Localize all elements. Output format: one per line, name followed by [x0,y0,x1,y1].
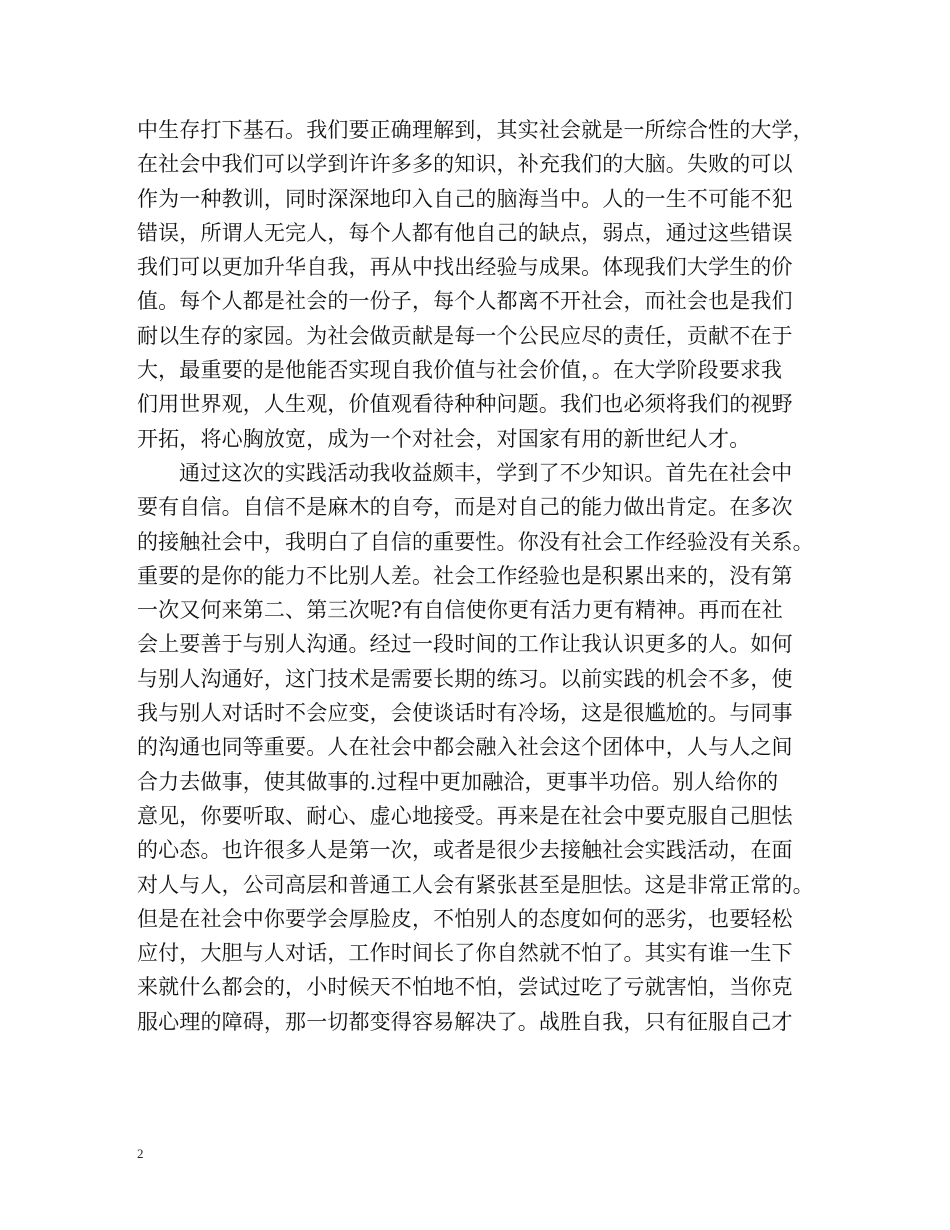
text-line: 与别人沟通好，这门技术是需要长期的练习。以前实践的机会不多，使 [137,666,793,691]
text-line: 错误，所谓人无完人，每个人都有他自己的缺点，弱点，通过这些错误 [137,220,793,245]
text-line: 作为一种教训，同时深深地印入自己的脑海当中。人的一生不可能不犯 [137,186,793,211]
text-line: 的接触社会中，我明白了自信的重要性。你没有社会工作经验没有关系。 [137,529,814,554]
text-line: 应付，大胆与人对话，工作时间长了你自然就不怕了。其实有谁一生下 [137,941,793,966]
text-line: 大，最重要的是他能否实现自我价值与社会价值，。在大学阶段要求我 [137,358,783,383]
text-line: 值。每个人都是社会的一份子，每个人都离不开社会，而社会也是我们 [137,289,793,314]
page-number: 2 [137,1146,144,1161]
text-line: 我与别人对话时不会应变，会使谈话时有冷场，这是很尴尬的。与同事 [137,701,793,726]
text-line: 重要的是你的能力不比别人差。社会工作经验也是积累出来的，没有第 [137,563,793,588]
text-line: 要有自信。自信不是麻木的自夸，而是对自己的能力做出肯定。在多次 [137,495,793,520]
text-line: 中生存打下基石。我们要正确理解到，其实社会就是一所综合性的大学， [137,118,814,142]
text-line: 会上要善于与别人沟通。经过一段时间的工作让我认识更多的人。如何 [137,632,793,657]
text-line: 们用世界观，人生观，价值观看待种种问题。我们也必须将我们的视野 [137,392,793,417]
text-line: 一次又何来第二、第三次呢?有自信使你更有活力更有精神。再而在社 [137,598,783,623]
text-line: 的沟通也同等重要。人在社会中都会融入社会这个团体中，人与人之间 [137,735,793,760]
text-line: 来就什么都会的，小时候天不怕地不怕，尝试过吃了亏就害怕，当你克 [137,975,793,1000]
text-line: 对人与人，公司高层和普通工人会有紧张甚至是胆怯。这是非常正常的。 [137,872,814,897]
text-line: 在社会中我们可以学到许许多多的知识，补充我们的大脑。失败的可以 [137,152,793,177]
paragraph-first-line: 通过这次的实践活动我收益颇丰，学到了不少知识。首先在社会中 [179,460,793,485]
text-line: 意见，你要听取、耐心、虚心地接受。再来是在社会中要克服自己胆怯 [137,803,793,828]
text-line: 的心态。也许很多人是第一次，或者是很少去接触社会实践活动，在面 [137,838,793,863]
text-line: 但是在社会中你要学会厚脸皮，不怕别人的态度如何的恶劣，也要轻松 [137,906,793,931]
text-line: 合力去做事，使其做事的.过程中更加融洽，更事半功倍。别人给你的 [137,769,779,794]
text-line: 耐以生存的家园。为社会做贡献是每一个公民应尽的责任，贡献不在于 [137,323,793,348]
text-line: 服心理的障碍，那一切都变得容易解决了。战胜自我，只有征服自己才 [137,1009,793,1034]
text-line: 开拓，将心胸放宽，成为一个对社会，对国家有用的新世纪人才。 [137,426,751,451]
body-text [137,113,827,1039]
text-line: 我们可以更加升华自我，再从中找出经验与成果。体现我们大学生的价 [137,255,793,280]
